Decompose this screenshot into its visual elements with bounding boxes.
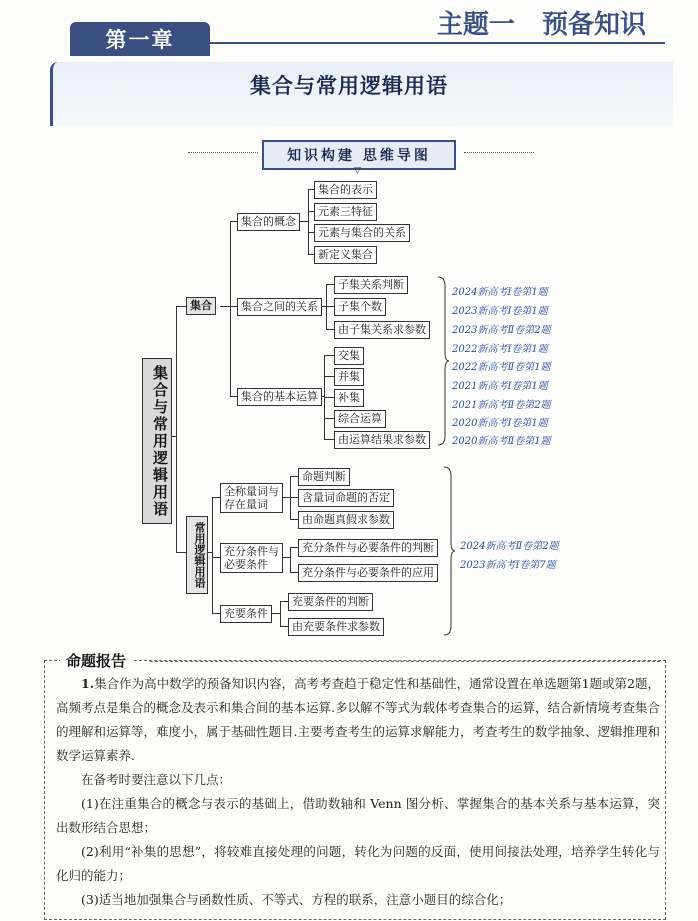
theme-title: 主题一 预备知识 — [436, 10, 646, 40]
exam-reference: 2022新高考Ⅱ卷第1题 — [452, 362, 551, 373]
header-rule — [210, 42, 665, 44]
banner-dots-right — [464, 152, 534, 153]
connector — [290, 547, 298, 548]
paragraph-text: 集合作为高中数学的预备知识内容，高考考查趋于稳定性和基础性，通常设置在单选题第1题或第2题，高频考点是集合的概念及表示和集合间的基本运算.多以解不等式为载体考查集合的运算，结合新情境考查集合的理解和运算等，难度小，属于基础性题目.主要考查考生的运算求解能力，考查考生的数学抽象、逻辑推理和数学运算素养. — [56, 676, 660, 763]
connector — [280, 601, 288, 602]
connector — [230, 221, 231, 396]
connector — [280, 601, 281, 626]
node-leaf: 含量词命题的否定 — [298, 489, 394, 507]
exam-reference: 2024新高考Ⅰ卷第1题 — [452, 287, 548, 298]
report-paragraph-5: (3)适当地加强集合与函数性质、不等式、方程的联系，注意小题目的综合化； — [81, 892, 512, 907]
node-label-line: 存在量词 — [224, 498, 268, 511]
node-leaf: 元素三特征 — [314, 203, 377, 221]
report-title: 命题报告 — [60, 650, 132, 671]
exam-brace-set — [436, 276, 450, 446]
node-leaf: 充分条件与必要条件的应用 — [298, 564, 438, 582]
down-triangle-icon: ▽ — [354, 166, 361, 176]
node-leaf: 充分条件与必要条件的判断 — [298, 539, 438, 557]
connector — [290, 476, 298, 477]
node-leaf: 子集个数 — [334, 298, 386, 316]
report-title-rule — [150, 661, 660, 662]
node-logic-suff-nec — [220, 543, 283, 573]
node-logic-quantifier — [220, 483, 283, 513]
connector — [176, 306, 186, 307]
connector — [212, 557, 220, 558]
report-paragraph-3: (1)在注重集合的概念与表示的基础上，借助数轴和 Venn 图分析、掌握集合的基本关系与基本运算，突出数形结合思想； — [56, 796, 660, 835]
connector — [290, 572, 298, 573]
node-set: 集合 — [186, 297, 216, 315]
node-leaf: 由子集关系求参数 — [334, 321, 430, 339]
connector — [212, 613, 220, 614]
mindmap-banner: 知识构建 思维导图 — [262, 140, 456, 170]
node-leaf: 综合运算 — [334, 410, 386, 428]
exam-reference: 2021新高考Ⅱ卷第2题 — [452, 400, 551, 411]
exam-brace-logic — [442, 466, 456, 636]
node-leaf: 由充要条件求参数 — [288, 618, 384, 636]
connector — [324, 355, 334, 356]
exam-reference: 2020新高考Ⅰ卷第1题 — [452, 418, 548, 429]
exam-reference: 2020新高考Ⅱ卷第1题 — [452, 436, 551, 447]
connector — [326, 329, 334, 330]
connector — [324, 397, 334, 398]
node-leaf: 元素与集合的关系 — [314, 224, 410, 242]
connector — [212, 497, 213, 613]
connector — [290, 497, 298, 498]
exam-reference: 2023新高考Ⅰ卷第1题 — [452, 306, 548, 317]
connector — [326, 284, 334, 285]
node-leaf: 子集关系判断 — [334, 276, 408, 294]
node-label-line: 充分条件与 — [224, 545, 279, 558]
connector — [220, 306, 230, 307]
report-paragraph-1 — [56, 672, 660, 768]
section-title: 集合与常用逻辑用语 — [250, 74, 448, 98]
node-label-line: 必要条件 — [224, 558, 268, 571]
connector — [282, 497, 290, 498]
node-logic: 常用逻辑用语 — [186, 516, 208, 594]
mindmap-root: 集合与常用逻辑用语 — [142, 358, 172, 524]
node-set-relation: 集合之间的关系 — [237, 298, 322, 316]
node-label-line: 全称量词与 — [224, 485, 279, 498]
exam-reference: 2023新高考Ⅰ卷第7题 — [460, 560, 556, 571]
connector — [324, 376, 334, 377]
connector — [176, 552, 186, 553]
connector — [308, 189, 309, 254]
connector — [290, 519, 298, 520]
node-leaf: 由运算结果求参数 — [334, 431, 430, 449]
connector — [324, 418, 334, 419]
node-leaf: 充要条件的判断 — [288, 593, 373, 611]
connector — [324, 439, 334, 440]
connector — [290, 547, 291, 572]
connector — [326, 306, 334, 307]
node-leaf: 由命题真假求参数 — [298, 511, 394, 529]
connector — [300, 221, 308, 222]
connector — [282, 557, 290, 558]
node-leaf: 新定义集合 — [314, 246, 377, 264]
connector — [272, 613, 280, 614]
banner-dots-left — [188, 152, 258, 153]
node-leaf: 补集 — [334, 389, 364, 407]
report-paragraph-2: 在备考时要注意以下几点： — [81, 772, 232, 787]
node-leaf: 并集 — [334, 368, 364, 386]
node-set-concept: 集合的概念 — [237, 213, 300, 231]
connector — [212, 497, 220, 498]
node-set-operation: 集合的基本运算 — [237, 388, 322, 406]
report-paragraph-4: (2)利用“补集的思想”，将较难直接处理的问题，转化为问题的反面，使用间接法处理，培养学生转化与化归的能力； — [56, 844, 660, 883]
exam-reference: 2024新高考Ⅱ卷第2题 — [460, 541, 559, 552]
node-leaf: 命题判断 — [298, 468, 350, 486]
exam-reference: 2022新高考Ⅰ卷第1题 — [452, 344, 548, 355]
exam-reference: 2021新高考Ⅰ卷第1题 — [452, 381, 548, 392]
node-leaf: 交集 — [334, 347, 364, 365]
node-leaf: 集合的表示 — [314, 181, 377, 199]
connector — [176, 306, 177, 552]
exam-reference: 2023新高考Ⅱ卷第2题 — [452, 325, 551, 336]
node-logic-suff-and-nec: 充要条件 — [220, 605, 272, 623]
paragraph-number: 1. — [81, 676, 95, 691]
chapter-tab: 第一章 — [70, 22, 210, 56]
connector — [280, 626, 288, 627]
